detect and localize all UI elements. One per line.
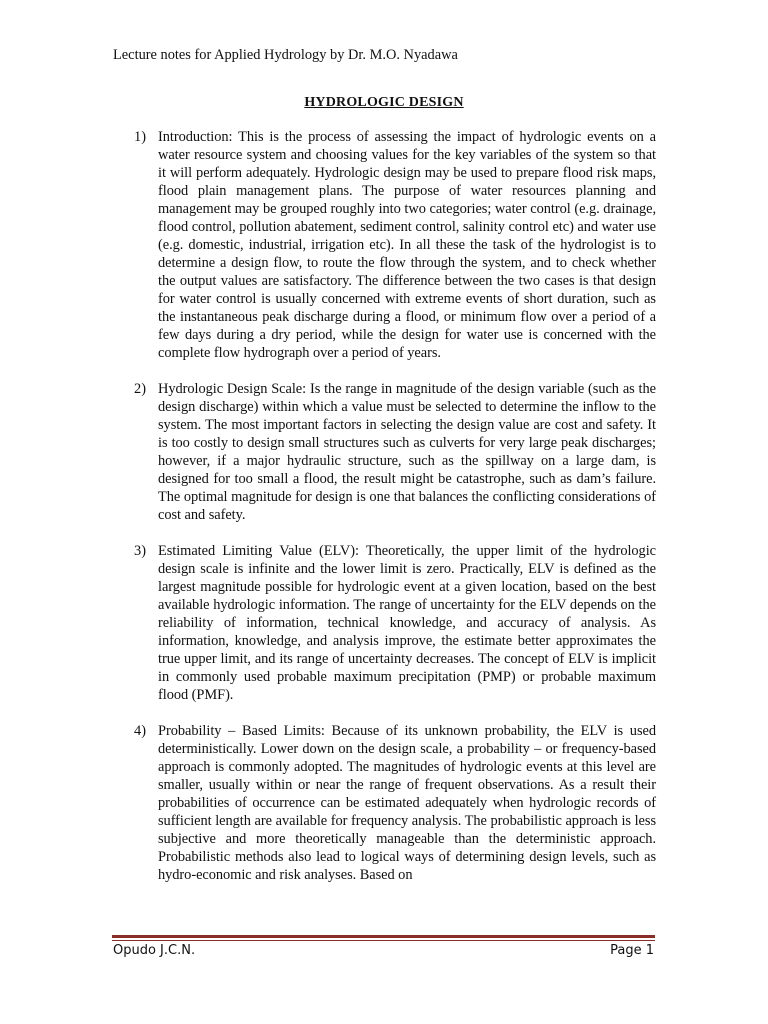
list-item-text: Introduction: This is the process of assessing the impact of hydrologic events on a water resource system and choosing values for the key variables of the system so that it will perform adequately. Hydrologic design may be used to prepare flood risk maps, flood plain management plans. The purpose of water resources planning and management may be grouped roughly into two categories; water control (e.g. drainage, flood control, pollution abatement, sediment control, salinity control etc) and water use (e.g. domestic, industrial, irrigation etc). In all these the task of the hydrologist is to determine a design flow, to route the flow through the system, and to check whether the output values are satisfactory. The difference between the two cases is that design for water control is usually concerned with extreme events of short duration, such as the instantaneous peak discharge during a flood, or minimum flow over a period of a few days during a dry period, while the design for water use is concerned with the complete flow hydrograph over a period of years. <box>158 129 656 361</box>
list-number: 1) <box>134 129 146 145</box>
list-item-text: Hydrologic Design Scale: Is the range in magnitude of the design variable (such as the design discharge) within which a value must be selected to determine the inflow to the system. The most important factors in selecting the design value are cost and safety. It is too costly to design small structures such as culverts for very large peak discharges; however, if a major hydraulic structure, such as the spillway on a large dam, is designed for too small a flood, the result might be catastrophe, such as dam’s failure. The optimal magnitude for design is one that balances the conflicting considerations of cost and safety. <box>158 381 656 523</box>
footer-rule-thin <box>112 940 655 941</box>
list-item-text: Estimated Limiting Value (ELV): Theoretically, the upper limit of the hydrologic design scale is infinite and the lower limit is zero. Practically, ELV is defined as the largest magnitude possible for hydrologic event at a given location, based on the best available hydrologic information. The range of uncertainty for the ELV depends on the reliability of information, technical knowledge, and accuracy of analysis. As information, knowledge, and analysis improve, the estimate better approximates the true upper limit, and its range of uncertainty decreases. The concept of ELV is implicit in commonly used probable maximum precipitation (PMP) or probable maximum flood (PMF). <box>158 543 656 703</box>
list-item-elv <box>134 542 656 704</box>
list-item-probability-limits <box>134 722 656 884</box>
list-item-introduction <box>134 128 656 362</box>
numbered-list <box>134 128 656 902</box>
document-title: HYDROLOGIC DESIGN <box>304 95 464 110</box>
page-header: Lecture notes for Applied Hydrology by Dr. M.O. Nyadawa <box>113 47 458 63</box>
list-number: 4) <box>134 723 146 739</box>
footer-rule-thick <box>112 935 655 938</box>
list-item-text: Probability – Based Limits: Because of its unknown probability, the ELV is used deterministically. Lower down on the design scale, a probability – or frequency-based approach is commonly adopted. The magnitudes of hydrologic events at this level are smaller, usually within or near the range of frequent observations. As a result their probabilities of occurrence can be estimated adequately when hydrologic records of sufficient length are available for frequency analysis. The probabilistic approach is less subjective and more theoretically manageable than the deterministic approach. Probabilistic methods also lead to logical ways of determining design levels, such as hydro-economic and risk analyses. Based on <box>158 723 656 883</box>
list-number: 2) <box>134 381 146 397</box>
footer-page-number: Page 1 <box>610 943 654 958</box>
list-number: 3) <box>134 543 146 559</box>
footer-author: Opudo J.C.N. <box>113 943 196 958</box>
list-item-design-scale <box>134 380 656 524</box>
